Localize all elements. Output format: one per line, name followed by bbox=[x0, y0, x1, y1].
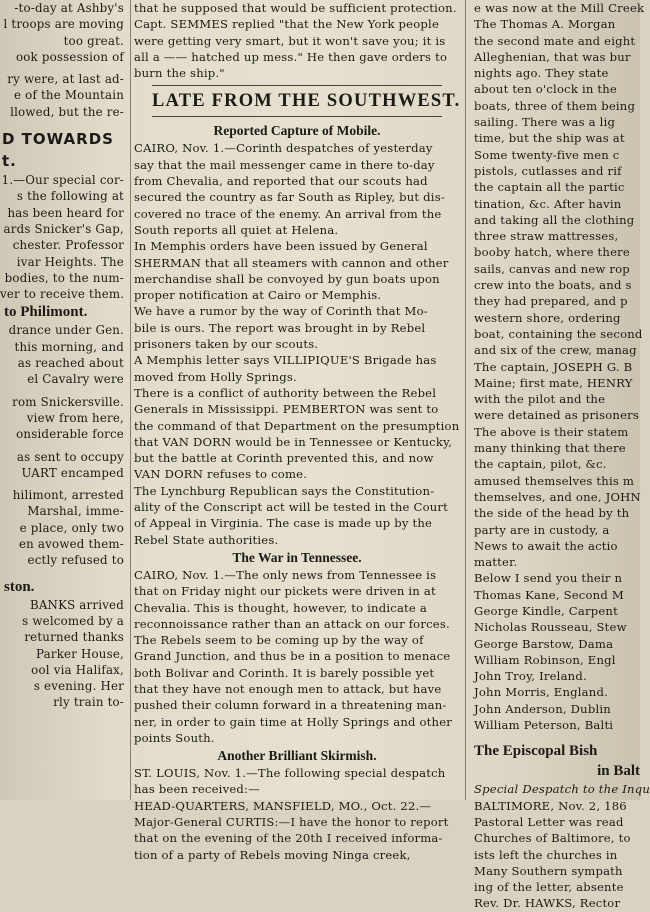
text-line: pushed their column forward in a threatening man- bbox=[134, 698, 447, 713]
text-line: the captain all the partic bbox=[474, 180, 625, 195]
text-line: en avowed them- bbox=[18, 537, 124, 552]
text-line: Generals in Mississippi. PEMBERTON was sent to bbox=[134, 402, 439, 417]
text-line: matter. bbox=[474, 555, 518, 570]
subhead-skirmish: Another Brilliant Skirmish. bbox=[217, 748, 377, 764]
text-line: Churches of Baltimore, to bbox=[474, 831, 631, 846]
text-line: The Lynchburg Republican says the Constitution- bbox=[134, 483, 435, 498]
text-line: VAN DORN refuses to come. bbox=[134, 467, 308, 482]
text-line: this morning, and bbox=[14, 339, 124, 354]
column-rule bbox=[465, 0, 466, 800]
text-line: tination, &c. After havin bbox=[474, 196, 622, 211]
text-line: A Memphis letter says VILLIPIQUE'S Brigade has bbox=[134, 353, 437, 368]
text-line: Rev. Dr. HAWKS, Rector bbox=[474, 896, 621, 911]
text-line: all a —— hatched up mess." He then gave orders to bbox=[134, 49, 448, 64]
text-line: drance under Gen. bbox=[8, 323, 124, 338]
text-line: prisoners taken by our scouts. bbox=[134, 337, 319, 352]
text-line: ner, in order to gain time at Holly Springs and other bbox=[134, 714, 453, 729]
text-line: many thinking that there bbox=[474, 441, 626, 456]
text-line: party are in custody, a bbox=[474, 522, 610, 537]
text-line: western shore, ordering bbox=[474, 310, 621, 325]
text-line: George Kindle, Carpent bbox=[474, 603, 618, 618]
text-line: ook possession of bbox=[15, 49, 124, 64]
text-line: say that the mail messenger came in there to-day bbox=[134, 157, 435, 172]
middle-column bbox=[134, 0, 461, 862]
text-line: s welcomed by a bbox=[22, 613, 124, 628]
text-line: John Anderson, Dublin bbox=[474, 701, 611, 716]
text-line: ectly refused to bbox=[27, 553, 124, 568]
right-block-1 bbox=[470, 0, 645, 733]
text-line: SHERMAN that all steamers with cannon and other bbox=[134, 255, 449, 270]
text-line: pistols, cutlasses and rif bbox=[474, 163, 622, 178]
text-line: John Troy, Ireland. bbox=[474, 669, 587, 684]
text-line: too great. bbox=[63, 33, 124, 48]
text-line: the captain, pilot, &c. bbox=[474, 457, 607, 472]
text-line: Special Despatch to the Inqu bbox=[474, 782, 650, 797]
text-line: nights ago. They state bbox=[474, 66, 609, 81]
text-line: In Memphis orders have been issued by General bbox=[134, 239, 428, 254]
text-line: BANKS arrived bbox=[29, 597, 124, 612]
text-line: Maine; first mate, HENRY bbox=[474, 375, 633, 390]
text-line: that on Friday night our pickets were driven in at bbox=[134, 584, 436, 599]
text-line: South reports all quiet at Helena. bbox=[134, 222, 339, 237]
text-line: time, but the ship was at bbox=[474, 131, 625, 146]
text-line: the command of that Department on the presumption bbox=[134, 418, 460, 433]
text-line: has been heard for bbox=[7, 205, 124, 220]
text-line: s evening. Her bbox=[33, 679, 124, 694]
text-line: chester. Professor bbox=[12, 238, 124, 253]
text-line: Alleghenian, that was bur bbox=[474, 49, 631, 64]
text-line: William Robinson, Engl bbox=[474, 652, 616, 667]
text-line: with the pilot and the bbox=[474, 392, 606, 407]
text-line: ards Snicker's Gap, bbox=[3, 221, 124, 236]
article-tennessee bbox=[134, 567, 460, 746]
subhead-mobile: Reported Capture of Mobile. bbox=[213, 123, 381, 139]
text-line: l troops are moving bbox=[3, 17, 124, 32]
text-line: We have a rumor by the way of Corinth that Mo- bbox=[134, 304, 428, 319]
text-line: s the following at bbox=[16, 189, 124, 204]
text-line: CAIRO, Nov. 1.—Corinth despatches of yesterday bbox=[134, 141, 433, 156]
text-line: that on the evening of the 20th I received informa- bbox=[134, 831, 443, 846]
text-line: Capt. SEMMES replied "that the New York people bbox=[134, 17, 440, 32]
text-line: Some twenty-five men c bbox=[474, 147, 620, 162]
text-line: Parker House, bbox=[36, 646, 124, 661]
left-block-7 bbox=[0, 487, 126, 568]
text-line: and six of the crew, manag bbox=[474, 343, 637, 358]
left-block-2 bbox=[0, 71, 126, 120]
left-heading-towards: D TOWARDS bbox=[2, 130, 114, 149]
right-heading-episcopal: The Episcopal Bish bbox=[474, 743, 598, 760]
left-column bbox=[0, 0, 126, 800]
text-line: Many Southern sympath bbox=[474, 863, 623, 878]
text-line: The above is their statem bbox=[474, 424, 629, 439]
text-line: moved from Holly Springs. bbox=[134, 369, 297, 384]
text-line: Grand Junction, and thus be in a position to menace bbox=[134, 649, 451, 664]
text-line: CAIRO, Nov. 1.—The only news from Tennessee is bbox=[134, 567, 437, 582]
text-line: The Thomas A. Morgan bbox=[474, 17, 616, 32]
text-line: el Cavalry were bbox=[27, 372, 124, 387]
left-block-3 bbox=[0, 172, 126, 302]
text-line: themselves, and one, JOHN bbox=[474, 489, 641, 504]
text-line: bile is ours. The report was brought in by Rebel bbox=[134, 320, 426, 335]
text-line: both Bolivar and Corinth. It is barely possible yet bbox=[134, 665, 435, 680]
right-column bbox=[470, 0, 650, 911]
text-line: boat, containing the second bbox=[474, 326, 643, 341]
text-line: 1.—Our special cor- bbox=[1, 173, 124, 188]
text-line: has been received:— bbox=[134, 782, 260, 797]
text-line: ists left the churches in bbox=[474, 847, 618, 862]
article-skirmish bbox=[134, 765, 460, 863]
text-line: sails, canvas and new rop bbox=[474, 261, 630, 276]
right-heading-episcopal-cont: in Balt bbox=[597, 763, 640, 780]
text-line: about ten o'clock in the bbox=[474, 82, 617, 97]
text-line: ivar Heights. The bbox=[16, 254, 124, 269]
text-line: bodies, to the num- bbox=[4, 270, 124, 285]
left-block-8 bbox=[0, 597, 126, 711]
text-line: e was now at the Mill Creek bbox=[474, 1, 645, 15]
text-line: Chevalia. This is thought, however, to indicate a bbox=[134, 600, 427, 615]
text-line: three straw mattresses, bbox=[474, 229, 619, 244]
text-line: as sent to occupy bbox=[16, 449, 124, 464]
text-line: News to await the actio bbox=[474, 538, 618, 553]
main-headline: LATE FROM THE SOUTHWEST. bbox=[152, 85, 442, 117]
text-line: e of the Mountain bbox=[14, 88, 124, 103]
left-block-5 bbox=[0, 394, 126, 443]
text-line: burn the ship." bbox=[134, 66, 225, 81]
text-line: ool via Halifax, bbox=[31, 662, 124, 677]
text-line: William Peterson, Balti bbox=[474, 718, 614, 733]
text-line: the second mate and eight bbox=[474, 33, 636, 48]
text-line: hilimont, arrested bbox=[12, 488, 124, 503]
text-line: onsiderable force bbox=[16, 427, 124, 442]
text-line: Major-General CURTIS:—I have the honor to report bbox=[134, 815, 449, 830]
text-line: that he supposed that would be sufficient protection. bbox=[134, 1, 457, 15]
text-line: UART encamped bbox=[21, 465, 124, 480]
text-line: tion of a party of Rebels moving Ninga creek, bbox=[134, 847, 411, 862]
text-line: merchandise shall be convoyed by gun boats upon bbox=[134, 271, 440, 286]
text-line: ry were, at last ad- bbox=[7, 72, 124, 87]
left-heading-boston: ston. bbox=[4, 578, 35, 595]
article-mobile bbox=[134, 140, 460, 547]
text-line: covered no trace of the enemy. An arrival from the bbox=[134, 206, 442, 221]
text-line: Below I send you their n bbox=[474, 571, 623, 586]
text-line: John Morris, England. bbox=[474, 685, 608, 700]
text-line: the side of the head by th bbox=[474, 506, 630, 521]
left-heading-towards-cont: t. bbox=[2, 152, 17, 171]
text-line: boats, three of them being bbox=[474, 98, 636, 113]
text-line: ing of the letter, absente bbox=[474, 880, 624, 895]
text-line: HEAD-QUARTERS, MANSFIELD, MO., Oct. 22.— bbox=[134, 798, 432, 813]
text-line: and taking all the clothing bbox=[474, 212, 635, 227]
text-line: that VAN DORN would be in Tennessee or Kentucky, bbox=[134, 434, 453, 449]
text-line: ver to receive them. bbox=[0, 287, 125, 302]
subhead-tennessee: The War in Tennessee. bbox=[232, 549, 362, 565]
text-line: ST. LOUIS, Nov. 1.—The following special despatch bbox=[134, 766, 446, 781]
text-line: they had prepared, and p bbox=[474, 294, 628, 309]
text-line: reconnoissance rather than an attack on our forces. bbox=[134, 616, 450, 631]
text-line: Pastoral Letter was read bbox=[474, 814, 624, 829]
text-line: rom Snickersville. bbox=[12, 394, 124, 409]
text-line: e place, only two bbox=[19, 520, 124, 535]
text-line: secured the country as far South as Ripley, but dis- bbox=[134, 190, 445, 205]
text-line: Marshal, imme- bbox=[27, 504, 124, 519]
text-line: booby hatch, where there bbox=[474, 245, 630, 260]
left-block-1 bbox=[0, 0, 126, 65]
left-block-4 bbox=[0, 322, 126, 387]
left-heading-philmont: to Philimont. bbox=[4, 304, 88, 321]
text-line: were getting very smart, but it won't save you; it is bbox=[134, 33, 446, 48]
text-line: points South. bbox=[134, 730, 215, 745]
text-line: -to-day at Ashby's bbox=[14, 1, 124, 15]
text-line: The Rebels seem to be coming up by the way of bbox=[134, 633, 424, 648]
text-line: George Barstow, Dama bbox=[474, 636, 614, 651]
column-rule bbox=[130, 0, 131, 800]
text-line: llowed, but the re- bbox=[10, 104, 124, 119]
text-line: rly train to- bbox=[53, 695, 124, 710]
text-line: Rebel State authorities. bbox=[134, 532, 279, 547]
text-line: There is a conflict of authority between the Rebel bbox=[134, 385, 437, 400]
text-line: as reached about bbox=[17, 356, 124, 371]
left-block-6 bbox=[0, 449, 126, 482]
text-line: of Appeal in Virginia. The case is made up by the bbox=[134, 516, 433, 531]
text-line: Nicholas Rousseau, Stew bbox=[474, 620, 627, 635]
text-line: were detained as prisoners bbox=[474, 408, 640, 423]
text-line: amused themselves this m bbox=[474, 473, 635, 488]
text-line: The captain, JOSEPH G. B bbox=[474, 359, 633, 374]
text-line: proper notification at Cairo or Memphis. bbox=[134, 288, 382, 303]
text-line: that they have not enough men to attack, but have bbox=[134, 681, 442, 696]
mid-top-lines bbox=[134, 0, 460, 81]
text-line: but the battle at Corinth prevented this, and now bbox=[134, 451, 434, 466]
text-line: returned thanks bbox=[24, 630, 124, 645]
text-line: from Chevalia, and reported that our scouts had bbox=[134, 174, 428, 189]
text-line: sailing. There was a lig bbox=[474, 115, 616, 130]
text-line: ality of the Conscript act will be tested in the Court bbox=[134, 500, 449, 515]
text-line: crew into the boats, and s bbox=[474, 278, 632, 293]
text-line: view from here, bbox=[26, 410, 124, 425]
text-line: BALTIMORE, Nov. 2, 186 bbox=[474, 798, 627, 813]
right-block-2 bbox=[470, 781, 650, 911]
text-line: Thomas Kane, Second M bbox=[474, 587, 624, 602]
